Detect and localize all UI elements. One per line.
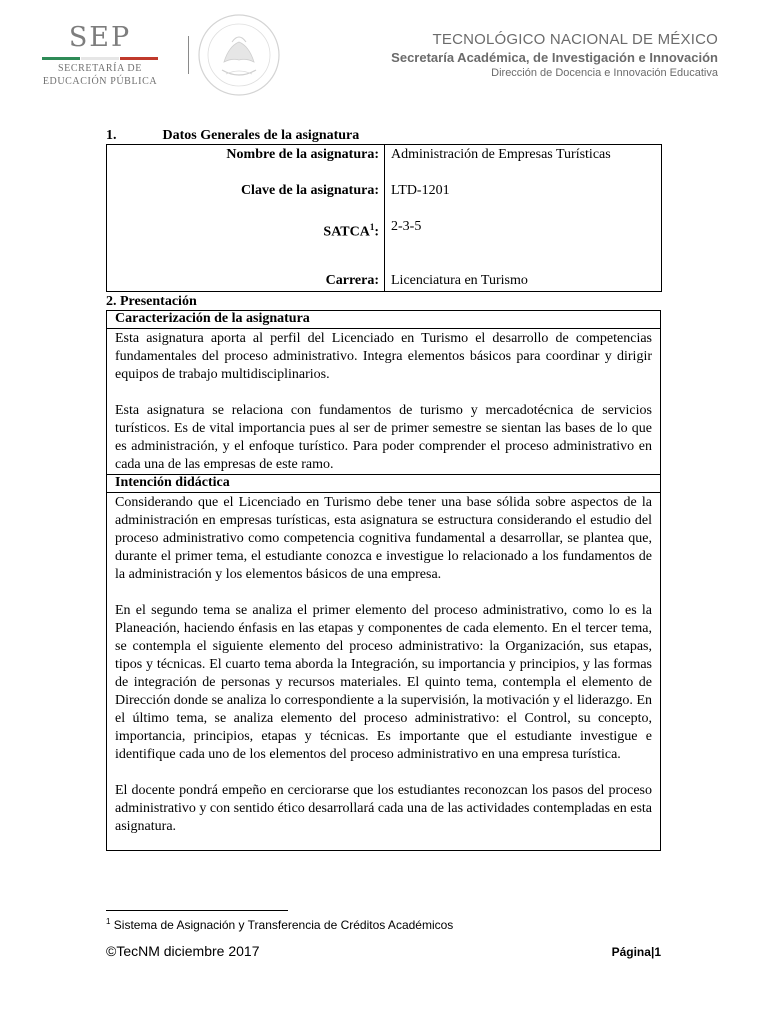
general-data-values: [385, 145, 662, 292]
footnote-marker: 1: [106, 917, 111, 926]
value-carrera: Licenciatura en Turismo: [391, 273, 528, 288]
value-clave: LTD-1201: [391, 183, 450, 198]
paragraph: En el segundo tema se analiza el primer elemento del proceso administrativo, como lo es la Planeación, haciendo énfasis en las etapas y componentes de cada elemento. En el tercer tema, se contempla el siguiente elemento del proceso administrativo: la Organización, sus etapas, tipos y técnicas. El cuarto tema aborda la Integración, su importancia y principios, y las formas de integración de personas y recursos materiales. El quinto tema, contempla el elemento de Dirección donde se analiza lo correspondiente a la supervisión, la motivación y el liderazgo. En el último tema, se analiza elemento del proceso administrativo: el Control, su concepto, importancia, principios, etapas y técnicas. Es importante que el estudiante investigue e identifique cada uno de los elementos del proceso administrativo en una empresa turística.: [115, 603, 652, 762]
general-data-labels: [107, 145, 385, 292]
flag-white-bar: [81, 57, 119, 60]
footnote-text: Sistema de Asignación y Transferencia de Créditos Académicos: [110, 918, 454, 932]
flag-green-bar: [42, 57, 80, 60]
flag-red-bar: [120, 57, 158, 60]
label-carrera: Carrera:: [325, 273, 379, 288]
sep-logo-word: SEP: [68, 22, 132, 53]
section2-title: 2. Presentación: [106, 294, 197, 309]
caracterizacion-heading: Caracterización de la asignatura: [107, 311, 660, 329]
header-divider: [188, 36, 189, 74]
footnote-marker: 1: [369, 222, 375, 232]
section1-title-text: Datos Generales de la asignatura: [162, 128, 360, 143]
label-satca: SATCA$^1$:: [323, 222, 379, 240]
footer-page-number: Página|1: [611, 945, 661, 959]
institution-name: TECNOLÓGICO NACIONAL DE MÉXICO: [432, 31, 718, 48]
value-satca: 2-3-5: [391, 219, 422, 234]
footer-copyright: ©TecNM diciembre 2017: [106, 943, 260, 959]
section1-title: [106, 128, 359, 144]
secretariat-name: Secretaría Académica, de Investigación e Innovación: [391, 50, 718, 65]
paragraph: Considerando que el Licenciado en Turismo debe tener una base sólida sobre aspectos de la administración en empresas turísticas, esta asignatura se estructura considerando el estudio del proceso administrativo como competencia cognitiva fundamental a desarrollar, se plantea que, durante el primer tema, el estudiante conozca e investigue lo relacionado a los fundamentos de la administración y los elementos básicos de una empresa.: [115, 495, 652, 582]
footnote-rule: [106, 910, 288, 911]
intencion-box: [106, 474, 661, 851]
intencion-heading: Intención didáctica: [107, 475, 660, 493]
value-nombre: Administración de Empresas Turísticas: [391, 147, 611, 162]
label-nombre: Nombre de la asignatura:: [226, 147, 379, 162]
general-data-table: [106, 144, 662, 292]
paragraph: Esta asignatura se relaciona con fundamentos de turismo y mercadotécnica de servicios turísticos. Es de vital importancia pues al ser de primer semestre se sientan las bases de lo que es administración, y el enfoque turístico. Para poder comprender el proceso administrativo en cada una de las empresas de este ramo.: [115, 403, 652, 472]
paragraph: El docente pondrá empeño en cerciorarse que los estudiantes reconozcan los pasos del proceso administrativo y con sentido ético desarrollará cada una de las actividades contempladas en esta asignatura.: [115, 783, 652, 834]
header-institution: [391, 30, 718, 81]
paragraph: Esta asignatura aporta al perfil del Licenciado en Turismo el desarrollo de competencias fundamentales del proceso administrativo. Integra elementos básicos para coordinar y dirigir equipos de trabajo multidisciplinarios.: [115, 331, 652, 382]
caracterizacion-body: [107, 329, 660, 474]
direction-name: Dirección de Docencia e Innovación Educativa: [491, 67, 718, 79]
coat-of-arms-seal-icon: [196, 12, 282, 98]
footnote: [106, 917, 453, 932]
section1-number: 1.: [106, 128, 117, 143]
caracterizacion-box: [106, 310, 661, 475]
sep-logo: [38, 22, 162, 92]
label-clave: Clave de la asignatura:: [240, 183, 379, 198]
sep-logo-subtitle: SECRETARÍA DE EDUCACIÓN PÚBLICA: [42, 63, 158, 87]
intencion-body: [107, 493, 660, 836]
